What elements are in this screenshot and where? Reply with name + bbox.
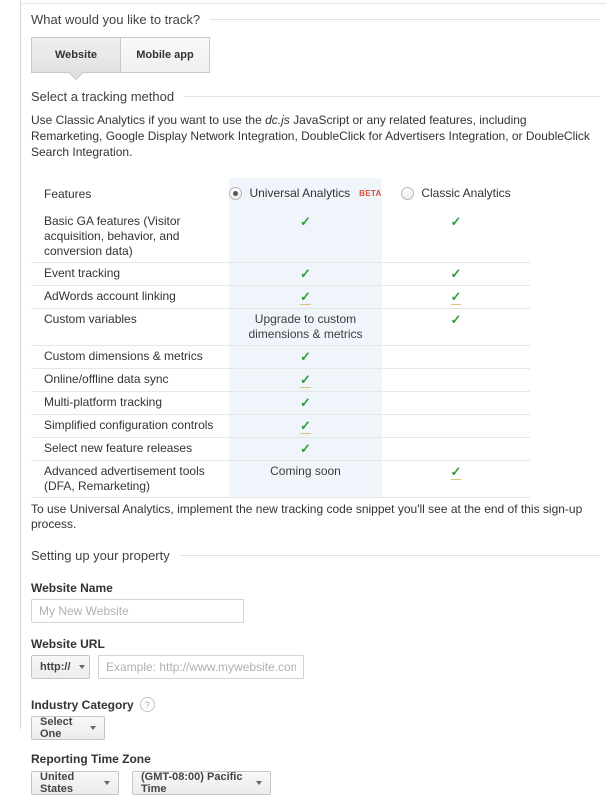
- table-cell-text: Upgrade to custom dimensions & metrics: [248, 312, 363, 341]
- check-icon: ✓: [300, 214, 311, 229]
- dropdown-arrow-icon: [90, 726, 96, 730]
- classic-cell: [382, 286, 530, 308]
- check-icon: ✓: [300, 372, 311, 387]
- universal-cell: [229, 461, 382, 497]
- intro-text: Use Classic Analytics if you want to use the: [31, 113, 266, 127]
- tracking-method-title: Select a tracking method: [31, 89, 175, 104]
- classic-analytics-radio[interactable]: [401, 187, 414, 200]
- check-icon: ✓: [300, 349, 311, 364]
- universal-cell: [229, 263, 382, 285]
- classic-cell: [382, 461, 530, 497]
- property-section-header: [31, 548, 600, 563]
- tracking-method-intro: [31, 112, 600, 160]
- feature-row: [31, 414, 530, 437]
- feature-row: [31, 368, 530, 391]
- header-rule: [210, 19, 600, 20]
- check-icon: ✓: [300, 418, 311, 433]
- feature-row: [31, 460, 530, 497]
- universal-cell: [229, 392, 382, 414]
- industry-category-label: [31, 697, 600, 712]
- property-section-title: Setting up your property: [31, 548, 170, 563]
- time-zone-country-value: United States: [40, 771, 75, 795]
- feature-name: Multi-platform tracking: [44, 395, 163, 409]
- setup-form: [31, 0, 600, 795]
- header-rule: [184, 96, 600, 97]
- universal-cell: [229, 369, 382, 391]
- universal-analytics-column-header: [229, 178, 382, 211]
- dropdown-arrow-icon: [256, 781, 262, 785]
- universal-cell: [229, 438, 382, 460]
- time-zone-country-dropdown[interactable]: [31, 771, 119, 795]
- time-zone-dropdown[interactable]: [132, 771, 271, 795]
- feature-name: AdWords account linking: [44, 289, 176, 303]
- track-type-tabs: [31, 37, 600, 73]
- universal-cell: [229, 309, 382, 345]
- track-section-header: [31, 12, 600, 27]
- intro-dcjs-em: dc.js: [265, 113, 290, 127]
- time-zone-row: [31, 771, 600, 795]
- check-icon: ✓: [300, 395, 311, 410]
- universal-cell: [229, 415, 382, 437]
- feature-name: Select new feature releases: [44, 441, 193, 455]
- classic-analytics-label: Classic Analytics: [421, 186, 511, 200]
- check-icon: ✓: [450, 464, 462, 479]
- feature-name: Simplified configuration controls: [44, 418, 214, 432]
- feature-row: [31, 262, 530, 285]
- feature-name: Advanced advertisement tools (DFA, Remarketing): [44, 464, 205, 493]
- tracking-method-header: [31, 89, 600, 104]
- universal-cell: [229, 346, 382, 368]
- universal-cell: [229, 211, 382, 262]
- track-section-title: What would you like to track?: [31, 12, 201, 27]
- table-cell-text: Coming soon: [270, 464, 341, 478]
- tab-mobile-app-label: Mobile app: [136, 49, 194, 61]
- feature-name: Custom variables: [44, 312, 137, 326]
- time-zone-value: (GMT-08:00) Pacific Time: [141, 771, 243, 795]
- classic-cell: [382, 263, 530, 285]
- feature-row: [31, 437, 530, 460]
- feature-name: Custom dimensions & metrics: [44, 349, 203, 363]
- beta-badge: BETA: [359, 189, 382, 198]
- feature-name: Online/offline data sync: [44, 372, 169, 386]
- check-icon: ✓: [300, 266, 311, 281]
- website-url-row: [31, 655, 600, 679]
- universal-analytics-label: Universal Analytics: [249, 186, 351, 200]
- industry-category-text: Industry Category: [31, 697, 134, 712]
- feature-row: [31, 345, 530, 368]
- reporting-time-zone-label: Reporting Time Zone: [31, 752, 151, 766]
- universal-analytics-radio[interactable]: [229, 187, 242, 200]
- classic-cell: [382, 415, 530, 437]
- classic-cell: [382, 369, 530, 391]
- check-icon: ✓: [300, 289, 311, 304]
- classic-cell: [382, 438, 530, 460]
- website-url-label: Website URL: [31, 637, 105, 651]
- help-icon[interactable]: ?: [140, 697, 155, 712]
- tab-mobile-app[interactable]: [120, 37, 210, 73]
- classic-analytics-column-header: [382, 178, 530, 211]
- feature-name: Event tracking: [44, 266, 121, 280]
- website-name-input[interactable]: [31, 599, 244, 623]
- classic-cell: [382, 211, 530, 262]
- features-column-header: Features: [44, 187, 92, 201]
- feature-row: [31, 308, 530, 345]
- dropdown-arrow-icon: [104, 781, 110, 785]
- dropdown-arrow-icon: [79, 665, 85, 669]
- universal-cell: [229, 286, 382, 308]
- check-icon: ✓: [300, 441, 311, 456]
- check-icon: ✓: [450, 214, 462, 229]
- feature-name: Basic GA features (Visitor acquisition, behavior, and conversion data): [44, 214, 181, 258]
- feature-row: [31, 285, 530, 308]
- header-rule: [180, 555, 600, 556]
- industry-category-value: Select One: [40, 716, 73, 740]
- url-protocol-dropdown[interactable]: [31, 655, 90, 679]
- check-icon: ✓: [450, 289, 462, 304]
- table-rows: [31, 211, 530, 497]
- check-icon: ✓: [450, 312, 462, 327]
- table-header-row: [31, 178, 530, 211]
- tab-website-label: Website: [55, 49, 97, 61]
- check-icon: ✓: [450, 266, 462, 281]
- intro-text: JavaScript or any related features, including Remarketing, Google Display Network Integration, DoubleClick for Advertisers Integration, or DoubleClick Search Integration.: [31, 113, 590, 159]
- classic-cell: [382, 346, 530, 368]
- classic-cell: [382, 309, 530, 345]
- universal-analytics-footnote: To use Universal Analytics, implement the new tracking code snippet you'll see at the end of this sign-up process.: [31, 502, 583, 531]
- industry-category-dropdown[interactable]: [31, 716, 105, 740]
- website-url-input[interactable]: [98, 655, 304, 679]
- website-name-label: Website Name: [31, 581, 113, 595]
- url-protocol-value: http://: [40, 661, 71, 673]
- classic-cell: [382, 392, 530, 414]
- feature-row: [31, 391, 530, 414]
- analytics-comparison-table: [31, 178, 530, 498]
- page-left-divider: [20, 0, 21, 729]
- feature-row: [31, 211, 530, 262]
